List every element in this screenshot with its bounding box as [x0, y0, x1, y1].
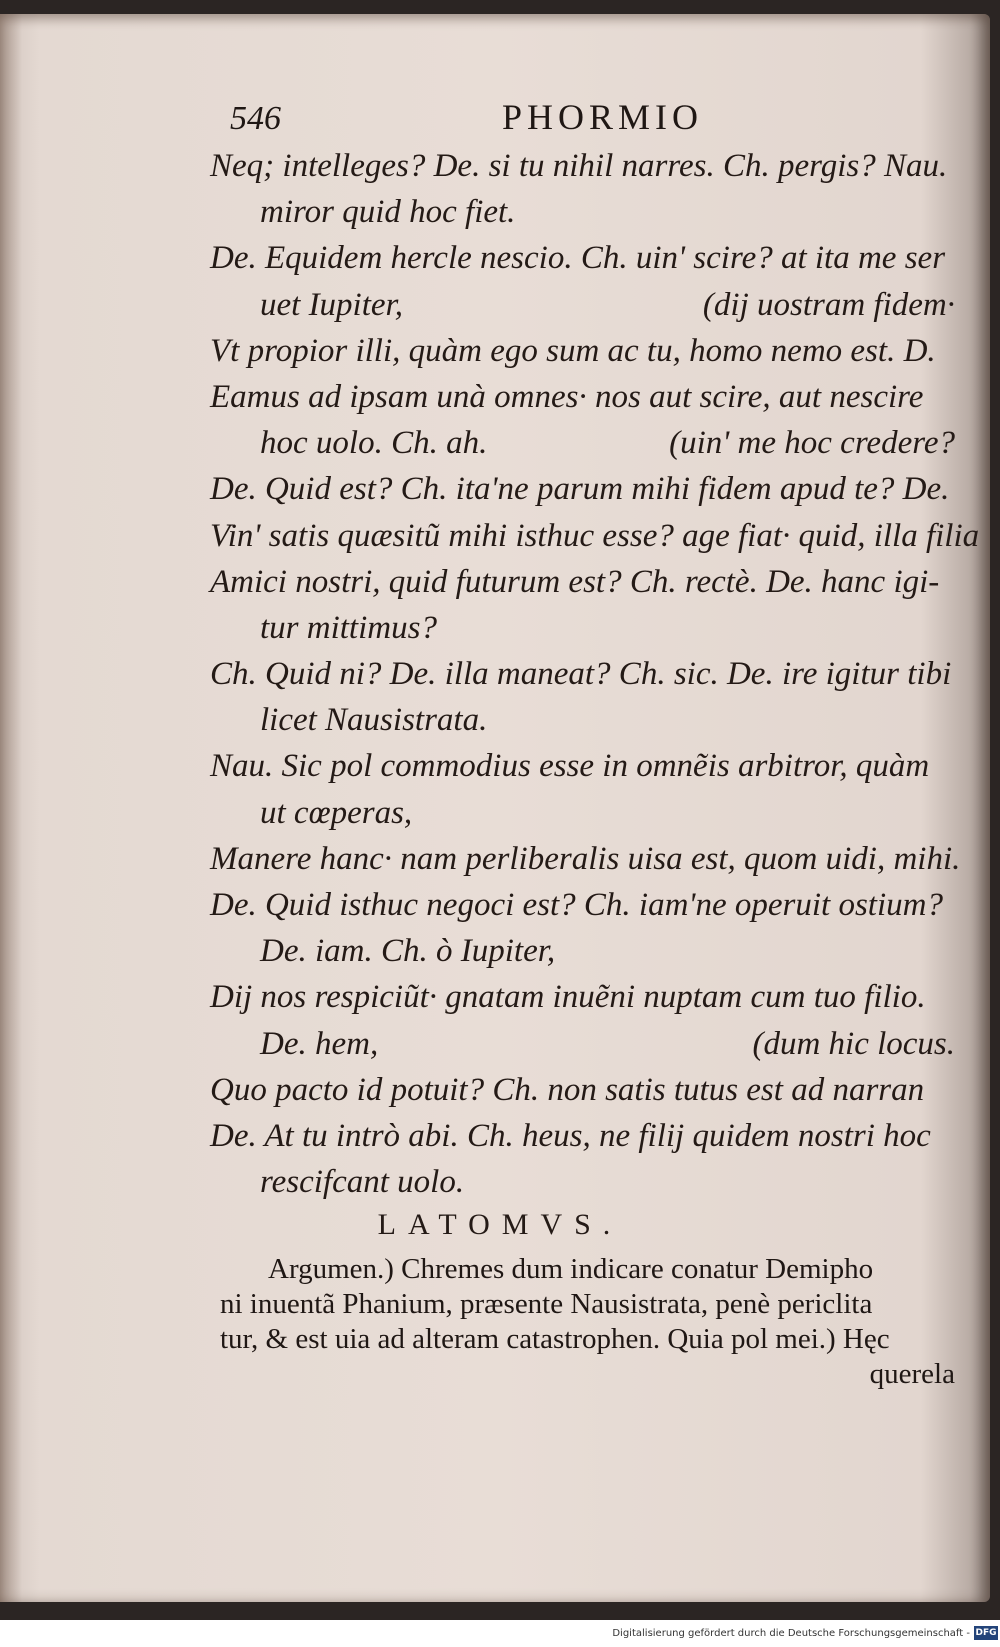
text-line	[210, 143, 955, 189]
argument-line: querela	[869, 1358, 955, 1390]
text-line	[210, 466, 955, 512]
text-line	[210, 1113, 955, 1159]
text-line	[210, 790, 955, 836]
line-text: licet Nausistrata.	[260, 702, 488, 739]
line-text: De. hem,	[260, 1025, 379, 1062]
line-text: rescifcant uolo.	[260, 1164, 465, 1201]
line-right-text: (dum hic locus.	[752, 1025, 955, 1062]
footer-credit: Digitalisierung gefördert durch die Deutsche Forschungsgemeinschaft -	[612, 1628, 970, 1639]
line-text: De. Quid est? Ch. ita'ne parum mihi fidem apud te? De.	[210, 471, 950, 508]
text-line	[210, 928, 955, 974]
argument-paragraph	[220, 1252, 955, 1392]
line-text: Manere hanc· nam perliberalis uisa est, quom uidi, mihi.	[210, 840, 961, 877]
line-text: Vt propior illi, quàm ego sum ac tu, homo nemo est. D.	[210, 332, 936, 369]
text-line	[210, 235, 955, 281]
line-text: De. iam. Ch. ò Iupiter,	[260, 933, 556, 970]
text-line	[210, 605, 955, 651]
line-text: Vin' satis quæsitũ mihi isthuc esse? age fiat· quid, illa filia	[210, 517, 980, 554]
spine-shadow	[0, 14, 22, 1602]
line-right-text: (dij uostram fidem·	[702, 286, 955, 323]
text-line	[210, 651, 955, 697]
line-text: hoc uolo. Ch. ah.	[260, 425, 488, 462]
line-text: Quo pacto id potuit? Ch. non satis tutus est ad narran	[210, 1071, 925, 1108]
line-text: Eamus ad ipsam unà omnes· nos aut scire, aut nescire	[210, 378, 924, 415]
text-line	[210, 513, 980, 559]
footer-strip	[0, 1620, 1000, 1647]
running-title: PHORMIO	[502, 97, 704, 137]
line-text: Ch. Quid ni? De. illa maneat? Ch. sic. De. ire igitur tibi	[210, 656, 952, 693]
dfg-logo: DFG	[975, 1628, 997, 1638]
argument-line: Argumen.) Chremes dum indicare conatur Demipho	[268, 1253, 874, 1285]
page-header	[230, 86, 930, 136]
text-line	[210, 697, 955, 743]
argument-line: ni inuentã Phanium, præsente Nausistrata, penè periclita	[220, 1288, 873, 1320]
text-line	[210, 420, 955, 466]
line-text: miror quid hoc fiet.	[260, 194, 516, 231]
line-text: Nau. Sic pol commodius esse in omnẽis arbitror, quàm	[210, 748, 930, 785]
line-text: De. At tu intrò abi. Ch. heus, ne filij quidem nostri hoc	[210, 1117, 931, 1154]
line-text: Dij nos respiciũt· gnatam inuẽni nuptam cum tuo filio.	[210, 979, 926, 1016]
text-line	[210, 559, 955, 605]
argument-line: tur, & est uia ad alteram catastrophen. Quia pol mei.) Hęc	[220, 1323, 890, 1355]
scene-heading: LATOMVS.	[377, 1208, 623, 1241]
dialogue-text	[210, 143, 980, 1205]
text-line	[210, 743, 955, 789]
text-line	[210, 374, 955, 420]
text-line	[210, 836, 961, 882]
text-line	[210, 189, 955, 235]
line-text: Neq; intelleges? De. si tu nihil narres. Ch. pergis? Nau.	[210, 148, 948, 184]
line-text: uet Iupiter,	[260, 286, 403, 323]
line-text: ut cœperas,	[260, 794, 413, 831]
text-line	[210, 328, 955, 374]
text-line	[210, 282, 955, 328]
text-line	[210, 974, 955, 1020]
text-line	[210, 1067, 955, 1113]
text-line	[210, 1159, 955, 1205]
line-text: Amici nostri, quid futurum est? Ch. rectè. De. hanc igi-	[210, 563, 940, 600]
text-line	[210, 1021, 955, 1067]
line-text: tur mittimus?	[260, 609, 437, 646]
line-text: De. Quid isthuc negoci est? Ch. iam'ne operuit ostium?	[210, 887, 943, 923]
page-number: 546	[230, 100, 281, 137]
line-right-text: (uin' me hoc credere?	[669, 425, 955, 462]
line-text: De. Equidem hercle nescio. Ch. uin' scire? at ita me ser	[210, 240, 946, 277]
text-line	[210, 882, 955, 928]
